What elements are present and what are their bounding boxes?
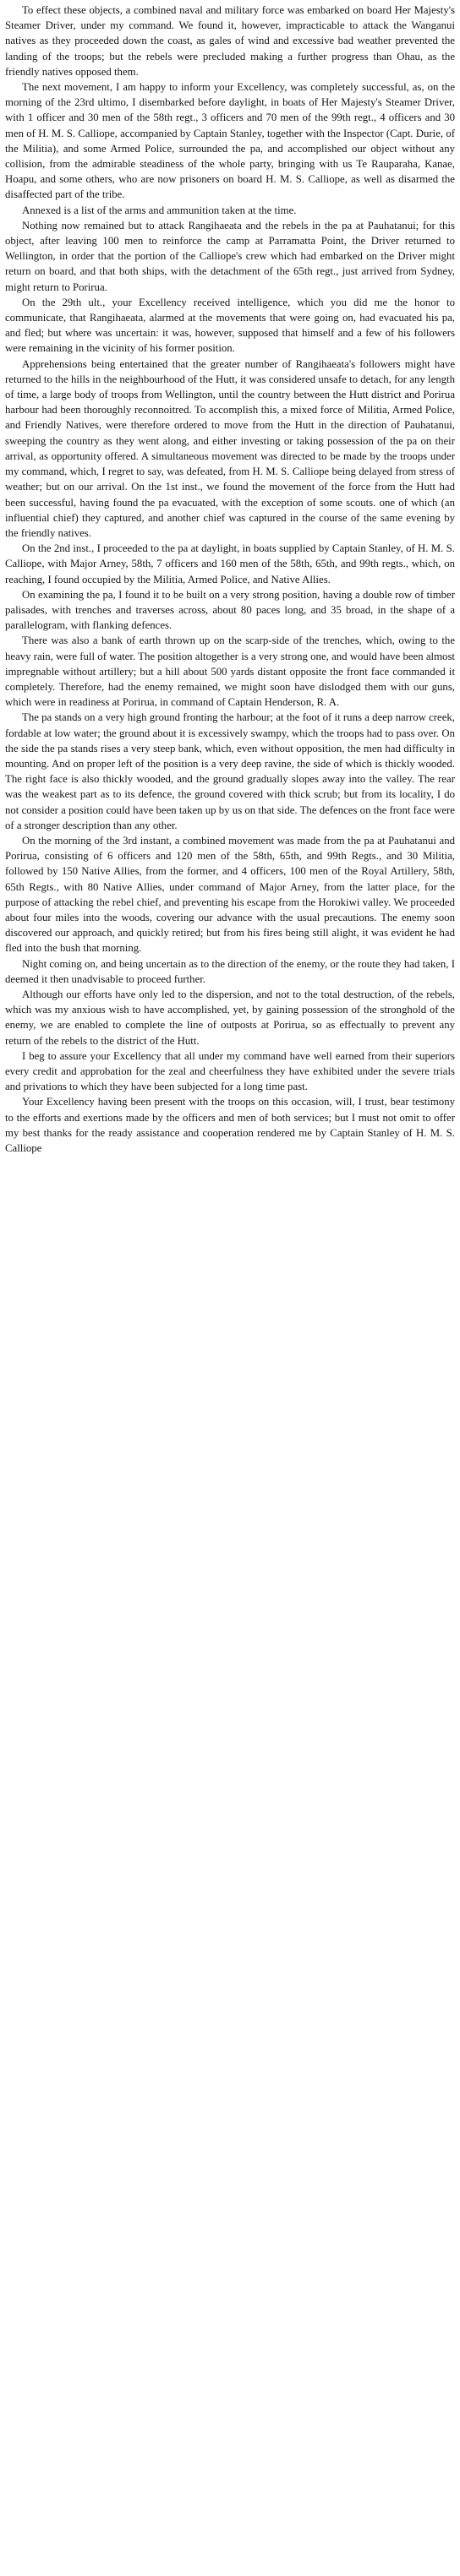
paragraph-6: Apprehensions being entertained that the greater number of Rangihaeata's followers might have returned to the hills in the neighbourhood of the Hutt, it was considered unsafe to detach, for any length of time, a large body of troops from Wellington, until the country between the Hutt district and Porirua harbour had been thoroughly reconnoitred. To accomplish this, a mixed force of Militia, Armed Police, and Friendly Natives, were therefore ordered to move from the Hutt in the direction of Pauhatanui, sweeping the country as they went along, and either investing or taking possession of the pa on their arrival, as opportunity offered. A simultaneous movement was directed to be made by the troops under my command, which, I regret to say, was defeated, from H. M. S. Calliope being delayed from stress of weather; but on our arrival. On the 1st inst., we found the movement of the force from the Hutt had been successful, having found the pa evacuated, with the exception of some scouts. one of which (an influential chief) they captured, and another chief was captured in the course of the same evening by the friendly natives.: [5, 357, 455, 539]
paragraph-13: Although our efforts have only led to the dispersion, and not to the total destruction, of the rebels, which was my anxious wish to have accomplished, yet, by gaining possession of the stronghold of the enemy, we are enabled to complete the line of outposts at Porirua, so as effectually to prevent any return of the rebels to the district of the Hutt.: [5, 988, 455, 1047]
paragraph-5: On the 29th ult., your Excellency received intelligence, which you did me the honor to communicate, that Rangihaeata, alarmed at the movements that were going on, had evacuated his pa, and fled; but where was uncertain: it was, however, supposed that himself and a few of his followers were remaining in the vicinity of his former position.: [5, 296, 455, 355]
paragraph-9: There was also a bank of earth thrown up on the scarp-side of the trenches, which, owing to the heavy rain, were full of water. The position altogether is a very strong one, and would have been almost impregnable without artillery; but a hill about 500 yards distant opposite the front face commanded it completely. Therefore, had the enemy remained, we might soon have dislodged them with our guns, which were in readiness at Porirua, in command of Captain Henderson, R. A.: [5, 634, 455, 709]
paragraph-4: Nothing now remained but to attack Rangihaeata and the rebels in the pa at Pauhatanui; for this object, after leaving 100 men to reinforce the camp at Parramatta Point, the Driver returned to Wellington, in order that the portion of the Calliope's crew which had embarked on the Driver might return on board, and that both ships, with the detachment of the 65th regt., just arrived from Sydney, might return to Porirua.: [5, 219, 455, 293]
paragraph-11: On the morning of the 3rd instant, a combined movement was made from the pa at Pauhatanui and Porirua, consisting of 6 officers and 120 men of the 58th, 65th, and 99th Regts., and 30 Militia, followed by 150 Native Allies, from the former, and 4 officers, 100 men of the Royal Artillery, 58th, 65th Regts., with 80 Native Allies, under command of Major Arney, from the latter place, for the purpose of attacking the rebel chief, and preventing his escape from the Horokiwi valley. We proceeded about four miles into the woods, covering our advance with the usual precautions. The enemy soon discovered our approach, and quickly retired; but from his fires being still alight, it was evident he had fled into the bush that morning.: [5, 834, 455, 955]
paragraph-15: Your Excellency having been present with the troops on this occasion, will, I trust, bear testimony to the efforts and exertions made by the officers and men of both services; but I must not omit to offer my best thanks for the ready assistance and cooperation rendered me by Captain Stanley of H. M. S. Calliope: [5, 1096, 455, 1155]
paragraph-2: The next movement, I am happy to inform your Excellency, was completely successful, as, on the morning of the 23rd ultimo, I disembarked before daylight, in boats of Her Majesty's Steamer Driver, with 1 officer and 30 men of the 58th regt., 3 officers and 70 men of the 99th regt., 4 officers and 30 men of H. M. S. Calliope, accompanied by Captain Stanley, together with the Inspector (Capt. Durie, of the Militia), and some Armed Police, surrounded the pa, and accomplished our object without any collision, from the admirable steadiness of the whole party, bringing with us Te Rauparaha, Kanae, Hoapu, and some others, who are now prisoners on board H. M. S. Calliope, as well as disarmed the disaffected part of the tribe.: [5, 81, 455, 201]
paragraph-14: I beg to assure your Excellency that all under my command have well earned from their superiors every credit and approbation for the zeal and cheerfulness they have exhibited under the severe trials and privations to which they have been subjected for a long time past.: [5, 1049, 455, 1093]
paragraph-1: To effect these objects, a combined naval and military force was embarked on board Her Majesty's Steamer Driver, under my command. We found it, however, impracticable to attack the Wanganui natives as they proceeded down the coast, as gales of wind and excessive bad weather prevented the landing of the troops; but the rebels were precluded making a further progress than Ohau, as the friendly natives opposed them.: [5, 4, 455, 78]
paragraph-8: On examining the pa, I found it to be built on a very strong position, having a double row of timber palisades, with trenches and traverses across, about 80 paces long, and 35 broad, in the shape of a parallelogram, with flanking defences.: [5, 588, 455, 632]
paragraph-12: Night coming on, and being uncertain as to the direction of the enemy, or the route they had taken, I deemed it then unadvisable to proceed further.: [5, 957, 455, 985]
paragraph-7: On the 2nd inst., I proceeded to the pa at daylight, in boats supplied by Captain Stanley, of H. M. S. Calliope, with Major Arney, 58th, 7 officers and 160 men of the 58th, 65th, and 99th regts., which, on reaching, I found occupied by the Militia, Armed Police, and Native Allies.: [5, 542, 455, 585]
paragraph-10: The pa stands on a very high ground fronting the harbour; at the foot of it runs a deep narrow creek, fordable at low water; the ground about it is excessively swampy, which the troops had to pass over. On the side the pa stands rises a very steep bank, which, even without opposition, the men had difficulty in mounting. And on proper left of the position is a very deep ravine, the side of which is thickly wooded. The right face is also thickly wooded, and the ground gradually slopes away into the valley. The rear was the weakest part as to its defence, the ground covered with thick scrub; but from its locality, I do not consider a position could have been taken up by us on that side. The defences on the front face were of a stronger description than any other.: [5, 711, 455, 831]
article-column: [0, 0, 460, 1156]
paragraph-3: Annexed is a list of the arms and ammunition taken at the time.: [22, 204, 297, 216]
